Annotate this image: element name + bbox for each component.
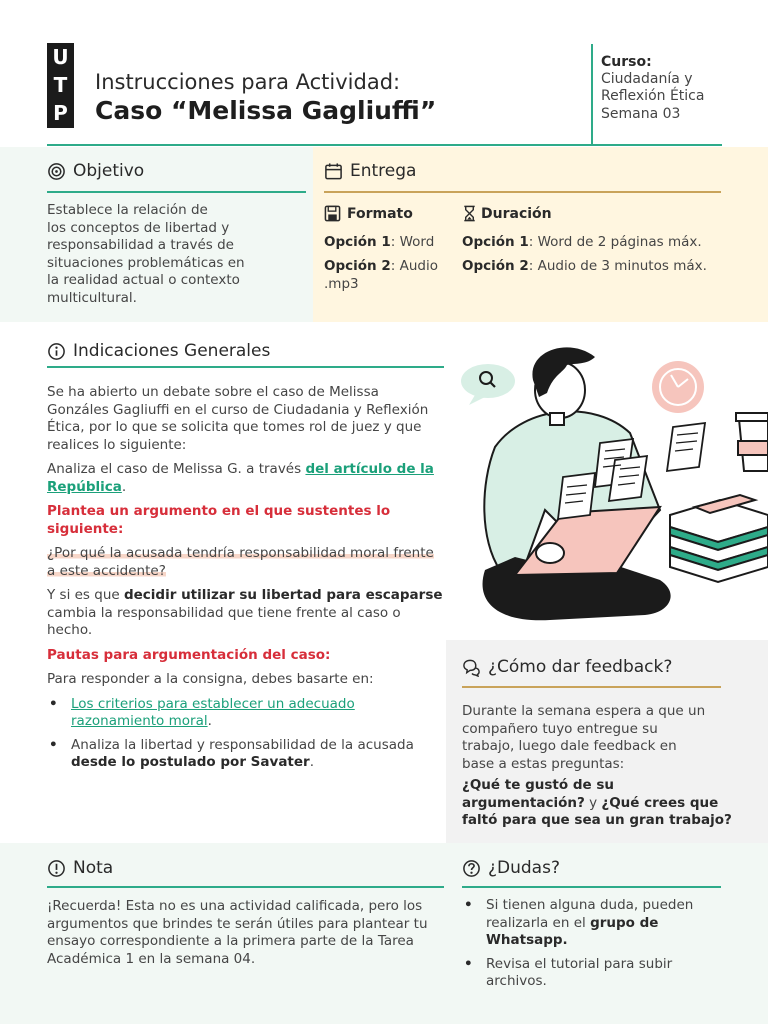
dudas-list — [462, 897, 752, 997]
dudas-rule — [462, 886, 721, 888]
bullet1-suffix: . — [207, 713, 212, 729]
intro-line: Gonzáles Gagliuffi en el curso de Ciudadania y Reflexión — [47, 401, 429, 418]
dudas-b1-prefix: realizarla en el — [486, 914, 591, 931]
republica-article-link[interactable]: del artículo de la — [305, 461, 434, 477]
search-bubble-icon — [461, 364, 515, 405]
nota-heading — [47, 858, 113, 878]
analiza-prefix: Analiza el caso de Melissa G. a través — [47, 461, 306, 477]
formato-opt1-label: Opción 1 — [324, 234, 391, 250]
objetivo-line: la realidad actual o contexto — [47, 272, 240, 288]
si-bold: decidir utilizar su libertad para escaparse — [123, 587, 443, 603]
si-prefix: Y si es que — [47, 587, 124, 603]
analiza-paragraph — [47, 461, 447, 496]
coffee-cup-icon — [736, 413, 768, 471]
duracion-option2 — [462, 258, 707, 276]
course-name-line1: Ciudadanía y — [601, 71, 693, 87]
entrega-title: Entrega — [350, 161, 417, 181]
utp-logo — [47, 43, 74, 128]
dudas-heading — [462, 858, 560, 878]
pregunta-line2: a este accidente? — [47, 562, 166, 579]
analiza-suffix: . — [121, 478, 127, 495]
info-icon — [47, 342, 66, 361]
dudas-b2-line2: archivos. — [486, 973, 547, 989]
duracion-opt1-value: : Word de 2 páginas máx. — [528, 234, 702, 250]
libertad-paragraph — [47, 587, 447, 640]
pautas-list — [47, 696, 447, 772]
bullet2-suffix: . — [309, 754, 314, 770]
bullet2-line1: • Analiza la libertad y responsabilidad de la acusada — [71, 736, 414, 753]
logo-letter-t: T — [53, 73, 68, 97]
duracion-opt2-label: Opción 2 — [462, 258, 529, 274]
exclamation-circle-icon — [47, 859, 66, 878]
target-icon — [47, 162, 66, 181]
dudas-b1-line1: • Si tienen alguna duda, pueden — [486, 897, 694, 913]
feedback-body — [462, 703, 752, 830]
objetivo-line: situaciones problemáticas en — [47, 254, 245, 271]
formato-heading — [324, 205, 413, 222]
whatsapp-group-label: grupo de — [590, 914, 659, 931]
whatsapp-label: Whatsapp. — [486, 932, 568, 948]
feedback-line: Durante la semana espera a que un — [462, 703, 706, 719]
duracion-title: Duración — [481, 205, 552, 222]
pregunta-paragraph — [47, 545, 447, 580]
formato-option2 — [324, 258, 438, 293]
objetivo-line: responsabilidad a través de — [47, 237, 234, 253]
calendar-icon — [324, 162, 343, 181]
formato-title: Formato — [347, 205, 413, 222]
plantea-heading — [47, 503, 447, 538]
objetivo-title: Objetivo — [73, 161, 145, 181]
duracion-opt1-label: Opción 1 — [462, 234, 529, 250]
formato-opt2-value: : Audio — [390, 258, 438, 274]
pautas-intro: Para responder a la consigna, debes basarte en: — [47, 671, 374, 687]
question-connector: y — [584, 794, 602, 811]
indicaciones-body — [47, 384, 447, 778]
q1-line1: ¿Qué te gustó de su — [462, 777, 614, 793]
entrega-rule — [324, 191, 721, 193]
list-item — [462, 897, 752, 950]
formato-option1 — [324, 234, 434, 252]
nota-line: ensayo correspondiente a la primera parte de la Tarea — [47, 933, 414, 949]
question-circle-icon — [462, 859, 481, 878]
clock-icon — [652, 361, 704, 413]
intro-line: Se ha abierto un debate sobre el caso de Melissa — [47, 384, 379, 400]
intro-line: realices lo siguiente: — [47, 436, 187, 453]
logo-letter-p: P — [53, 101, 68, 125]
q2-line2: faltó para que sea un gran trabajo? — [462, 812, 732, 828]
course-week: Semana 03 — [601, 106, 681, 122]
page-title-line1: Instrucciones para Actividad: — [95, 70, 401, 94]
pautas-heading: Pautas para argumentación del caso: — [47, 646, 331, 663]
si-line2: cambia la responsabilidad que tiene frente al caso o — [47, 604, 401, 621]
dudas-b2-line1: • Revisa el tutorial para subir — [486, 955, 673, 972]
duracion-opt2-value: : Audio de 3 minutos máx. — [528, 258, 707, 274]
feedback-line: trabajo, luego dale feedback en — [462, 738, 677, 754]
dudas-title: ¿Dudas? — [488, 858, 560, 878]
republica-article-link-cont[interactable]: República — [47, 478, 122, 495]
duracion-option1 — [462, 234, 702, 252]
bullet2-bold: desde lo postulado por Savater — [71, 754, 310, 770]
objetivo-line: Establece la relación de — [47, 202, 208, 218]
course-name-line2: Reflexión Ética — [601, 88, 705, 104]
intro-line: Ética, por lo que se solicita que tomes rol de juez y que — [47, 419, 422, 435]
duracion-heading — [462, 205, 552, 222]
logo-letter-u: U — [52, 45, 69, 69]
objetivo-line: multicultural. — [47, 289, 137, 306]
objetivo-text — [47, 202, 307, 307]
indicaciones-title: Indicaciones Generales — [73, 341, 271, 361]
course-label: Curso: — [601, 54, 652, 70]
hourglass-icon — [462, 205, 477, 222]
q2-part1: ¿Qué crees que — [601, 794, 719, 811]
q1-line2: argumentación? — [462, 794, 585, 811]
criterios-link[interactable]: Los criterios para establecer un adecuado — [71, 695, 355, 712]
nota-line: ¡Recuerda! Esta no es una actividad calificada, pero los — [47, 898, 423, 914]
feedback-questions — [462, 777, 752, 830]
plantea-line1: Plantea un argumento en el que sustentes lo — [47, 503, 391, 519]
books-stack-icon — [670, 495, 768, 582]
nota-body — [47, 898, 447, 968]
list-item — [462, 956, 752, 991]
header-divider — [591, 44, 593, 144]
feedback-line: base a estas preguntas: — [462, 755, 625, 772]
student-illustration — [455, 335, 768, 630]
objetivo-rule — [47, 191, 306, 193]
list-item — [47, 696, 447, 731]
criterios-link-cont[interactable]: razonamiento moral — [71, 713, 208, 729]
objetivo-heading — [47, 161, 144, 181]
nota-line: Académica 1 en la semana 04. — [47, 950, 256, 967]
formato-opt2-label: Opción 2 — [324, 258, 391, 274]
feedback-title: ¿Cómo dar feedback? — [488, 657, 673, 677]
formato-opt2-value-cont: .mp3 — [324, 275, 359, 292]
chat-bubbles-icon — [462, 658, 481, 677]
feedback-heading — [462, 657, 672, 677]
nota-title: Nota — [73, 858, 114, 878]
si-line3: hecho. — [47, 622, 93, 638]
feedback-rule — [462, 686, 721, 688]
nota-line: argumentos que brindes te serán útiles para plantear tu — [47, 915, 428, 932]
feedback-line: compañero tuyo entregue su — [462, 720, 658, 737]
indicaciones-rule — [47, 366, 444, 368]
formato-opt1-value: : Word — [390, 234, 435, 250]
entrega-heading — [324, 161, 416, 181]
plantea-line2: siguiente: — [47, 520, 124, 537]
indicaciones-heading — [47, 341, 270, 361]
page-title-line2: Caso “Melissa Gagliuffi” — [95, 96, 437, 125]
objetivo-line: los conceptos de libertad y — [47, 219, 230, 236]
nota-rule — [47, 886, 444, 888]
pregunta-line1: ¿Por qué la acusada tendría responsabilidad moral frente — [47, 545, 434, 561]
floppy-disk-icon — [324, 205, 341, 222]
list-item — [47, 737, 447, 772]
header-rule — [47, 144, 722, 146]
